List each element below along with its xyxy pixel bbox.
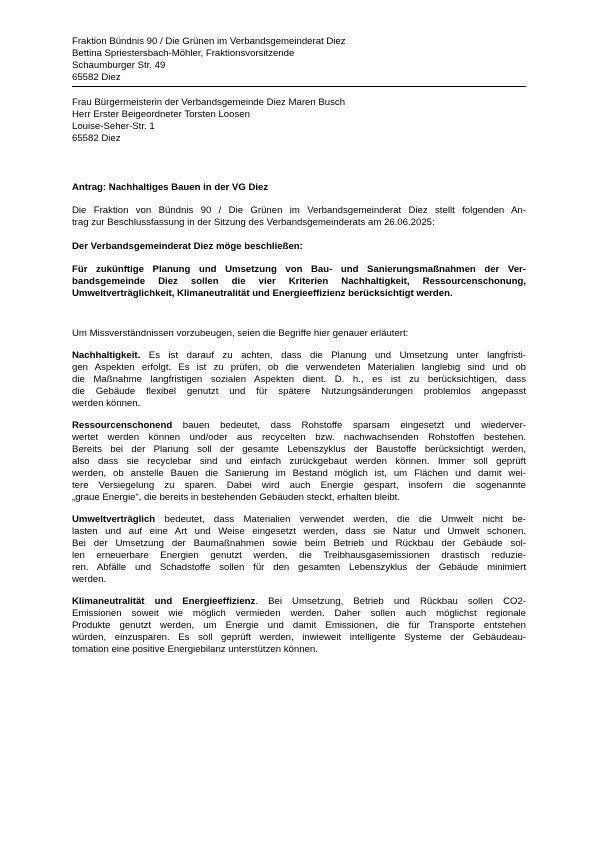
definition-paragraph-resources [72, 420, 526, 504]
paragraph-text: bedeutet, dass Materialien verwendet werden, die die Umwelt nicht be- [155, 514, 526, 525]
motion-line: Umweltverträglichkeit, Klimaneutralität und Energieeffizienz berücksichtigt werden. [72, 288, 453, 299]
paragraph-line: Emissionen soweit wie möglich vermieden werden. Daher sollen auch möglichst regionale [72, 608, 526, 619]
recipient-line: Herr Erster Beigeordneter Torsten Loosen [72, 109, 250, 120]
paragraph-line: ren. Abfälle und Schadstoffe sollen für den gesamten Lebenszyklus der Gebäude minimiert [72, 562, 526, 573]
paragraph-line: also dass sie recyclebar sind und einfach zurückgebaut werden können. Immer soll geprüft [72, 456, 526, 467]
intro-paragraph [72, 205, 526, 229]
explanation-intro: Um Missverständnissen vorzubeugen, seien die Begriffe hier genauer erläutert: [72, 328, 409, 339]
paragraph-first-line [72, 596, 526, 608]
motion-line: Für zukünftige Planung und Umsetzung von Bau- und Sanierungsmaßnahmen der Ver- [72, 264, 526, 275]
recipient-line: Louise-Seher-Str. 1 [72, 121, 155, 132]
definition-paragraph-environment [72, 514, 526, 586]
definition-paragraph-climate [72, 596, 526, 656]
paragraph-line: Bereits bei der Planung soll der gesamte Lebenszyklus der Baustoffe berücksichtigt werden, [72, 444, 526, 455]
paragraph-line: wertet werden können und/oder aus recycelten bzw. nachwachsenden Rohstoffen bestehen. [72, 432, 526, 443]
motion-line: bandsgemeinde Diez sollen die vier Kriterien Nachhaltigkeit, Ressourcenschonung, [72, 276, 526, 287]
paragraph-line: tere Versiegelung zu sparen. Dabei wird auch Energie gespart, insofern die sogenannte [72, 480, 526, 491]
sender-line: Fraktion Bündnis 90 / Die Grünen im Verbandsgemeinderat Diez [72, 36, 346, 47]
paragraph-line: tomation eine positive Energiebilanz unterstützen können. [72, 644, 318, 655]
paragraph-text: Es ist darauf zu achten, dass die Planung und Umsetzung unter langfristi- [140, 350, 526, 361]
paragraph-line: werden, ob anstelle Bauen die Sanierung im Bestand möglich ist, um Flächen und damit wei- [72, 468, 526, 479]
paragraph-line: werden können. [72, 398, 141, 409]
paragraph-line: Produkte genutzt werden, um Energie und damit Emissionen, die für Transporte entstehen [72, 620, 526, 631]
paragraph-line: „graue Energie“, die bereits in bestehenden Gebäuden steckt, erhalten bleibt. [72, 492, 401, 503]
paragraph-line: len erneuerbare Energien genutzt werden, die Treibhausgasemissionen drastisch reduzie- [72, 550, 526, 561]
term-label: Nachhaltigkeit. [72, 350, 141, 361]
paragraph-first-line [72, 350, 526, 362]
intro-line: Die Fraktion von Bündnis 90 / Die Grünen im Verbandsgemeinderat Diez stellt folgenden An- [72, 205, 526, 216]
paragraph-line: die Maßnahme langfristigen sozialen Aspekten dient. D. h., es ist zu berücksichtigen, dass [72, 374, 526, 385]
paragraph-line: werden. [72, 574, 107, 585]
paragraph-first-line [72, 514, 526, 526]
definition-paragraph-sustainability [72, 350, 526, 410]
motion-text [72, 264, 526, 300]
paragraph-line: die Gebäude flexibel genutzt und für spätere Nutzungsänderungen problemlos angepasst [72, 386, 526, 397]
sender-line: Schaumburger Str. 49 [72, 60, 166, 71]
paragraph-text: bauen bedeutet, dass Rohstoffe sparsam eingesetzt und wiederver- [172, 420, 526, 431]
subject-heading: Antrag: Nachhaltiges Bauen in der VG Diez [72, 182, 269, 193]
paragraph-first-line [72, 420, 526, 432]
sender-line: Bettina Spriestersbach-Möhler, Fraktionsvorsitzende [72, 48, 295, 59]
term-label: Umweltverträglich [72, 514, 156, 525]
term-label: Klimaneutralität und Energieeffizienz [72, 596, 256, 607]
sender-address-block [72, 36, 526, 87]
paragraph-line: lasten und auf eine Art und Weise eingesetzt werden, dass sie Natur und Umwelt schonen. [72, 526, 526, 537]
recipient-line: 65582 Diez [72, 133, 121, 144]
term-label: Ressourcenschonend [72, 420, 173, 431]
paragraph-line: gen Aspekten erfolgt. Es ist zu prüfen, ob die verwendeten Materialien langlebig sind und ob [72, 362, 526, 373]
resolution-heading: Der Verbandsgemeinderat Diez möge beschließen: [72, 241, 303, 252]
paragraph-text: . Bei Umsetzung, Betrieb und Rückbau sollen CO2- [255, 596, 526, 607]
paragraph-line: Bei der Umsetzung der Baumaßnahmen sowie beim Betrieb und Rückbau der Gebäude sol- [72, 538, 526, 549]
intro-line: trag zur Beschlussfassung in der Sitzung des Verbandsgemeinderats am 26.06.2025: [72, 217, 435, 228]
sender-line: 65582 Diez [72, 72, 121, 83]
recipient-address-block [72, 97, 526, 145]
document-page [72, 36, 526, 656]
recipient-line: Frau Bürgermeisterin der Verbandsgemeinde Diez Maren Busch [72, 97, 346, 108]
paragraph-line: würden, einzusparen. Es soll geprüft werden, inwieweit intelligente Systeme der Gebäudeau- [72, 632, 526, 643]
